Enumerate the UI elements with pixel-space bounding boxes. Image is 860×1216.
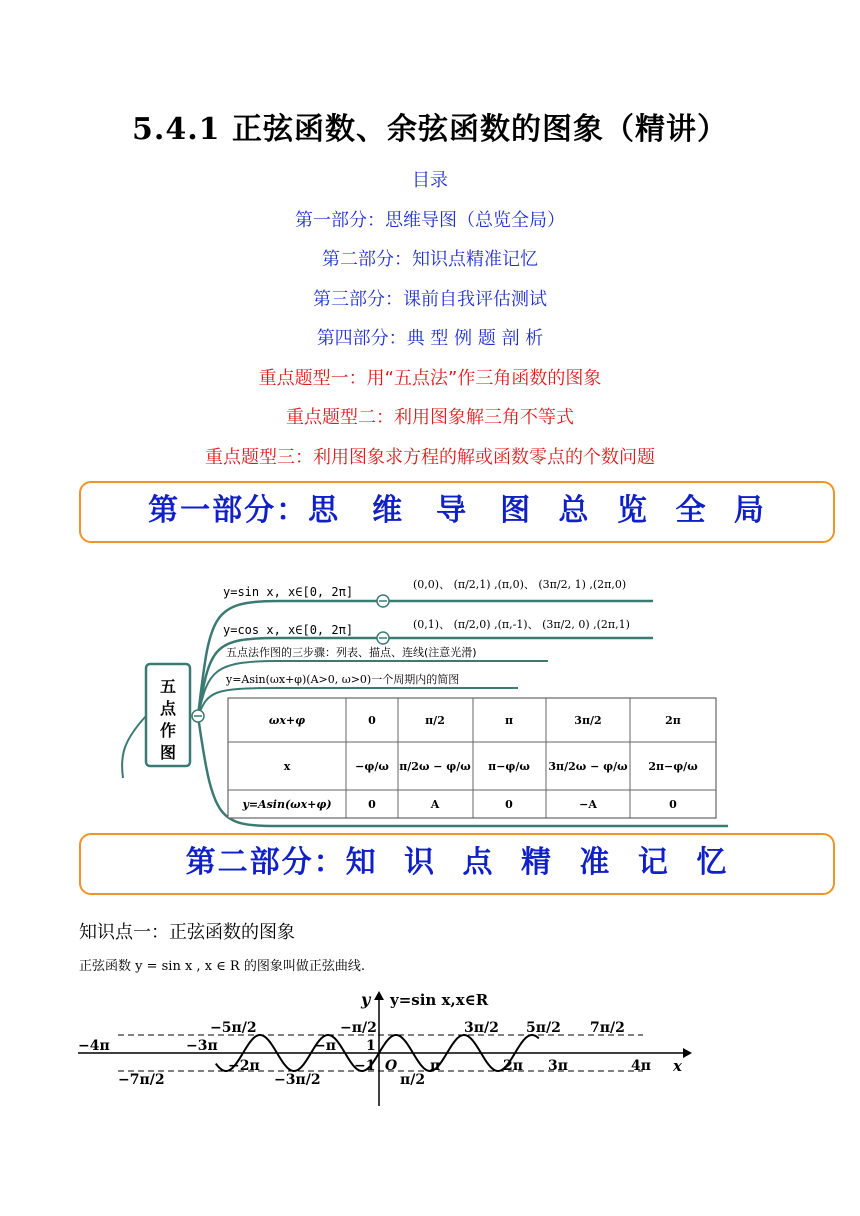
tick-label-below-1: −2π [228,1058,260,1074]
tick-label-below-7: 2π [503,1058,523,1074]
tick-label-above-6: 3π/2 [464,1020,499,1036]
tick-label-above-3: −π [314,1038,336,1054]
tick-label-below-8: 3π [548,1058,568,1074]
toc-key-type-3[interactable]: 重点题型三：利用图象求方程的解或函数零点的个数问题 [205,447,655,468]
toc-key-type-1[interactable]: 重点题型一：用“五点法”作三角函数的图象 [258,368,602,389]
toc-item-part3[interactable]: 第三部分：课前自我评估测试 [313,289,547,310]
branch-general-form: y=Asin(ωx+φ)(A>0, ω>0)一个周期内的简图 [226,673,460,686]
table-cell-r0-c4: 3π/2 [574,714,602,727]
tick-label-below-4: O [385,1058,398,1074]
tick-label-below-6: π [430,1058,441,1074]
tick-label-below-9: 4π [631,1058,651,1074]
toc-item-part4[interactable]: 第四部分：典 型 例 题 剖 析 [316,328,544,349]
knowledge-point-1-desc: 正弦函数 y = sin x , x ∈ R 的图象叫做正弦曲线. [79,959,365,974]
x-axis-arrow-icon [683,1048,692,1058]
sine-curve-graph [78,988,698,1110]
branch-cos-label: y=cos x, x∈[0, 2π] [223,623,354,637]
tick-label-above-8: 7π/2 [590,1020,625,1036]
toc-item-part2[interactable]: 第二部分：知识点精准记忆 [322,249,538,270]
section-banner-part2: 第二部分：知 识 点 精 准 记 忆 [79,833,835,895]
toc-heading: 目录 [412,170,448,191]
table-cell-r1-c4: 3π/2ω − φ/ω [548,760,628,773]
table-cell-r0-c0: ωx+φ [268,714,306,727]
tick-label-below-3: −1 [354,1058,376,1074]
tick-label-below-0: −7π/2 [118,1072,165,1088]
y-axis-arrow-icon [374,991,384,1000]
table-cell-r0-c5: 2π [665,714,681,727]
root-char-4: 图 [159,743,177,762]
table-cell-r0-c2: π/2 [425,714,445,727]
tick-label-below-5: π/2 [400,1072,426,1088]
document-title: 5.4.1 正弦函数、余弦函数的图象（精讲） [132,112,728,147]
root-char-1: 五 [159,677,177,696]
table-cell-r1-c5: 2π−φ/ω [648,760,698,773]
tick-label-above-7: 5π/2 [526,1020,561,1036]
toc-item-part1[interactable]: 第一部分：思维导图（总览全局） [295,210,565,231]
branch-sin-points: (0,0)、 (π/2,1) ,(π,0)、 (3π/2, 1) ,(2π,0) [413,578,627,591]
toc-key-type-2[interactable]: 重点题型二：利用图象解三角不等式 [286,407,574,428]
table-cell-r1-c1: −φ/ω [355,760,389,773]
table-cell-r0-c3: π [504,714,514,727]
tick-label-above-0: −4π [78,1038,110,1054]
table-cell-r1-c2: π/2ω − φ/ω [399,760,471,773]
mind-map [118,556,738,832]
tick-label-above-2: −5π/2 [210,1020,257,1036]
branch-sin-label: y=sin x, x∈[0, 2π] [223,585,354,599]
knowledge-point-1-title: 知识点一：正弦函数的图象 [79,922,295,943]
tick-label-above-1: −3π [186,1038,218,1054]
table-cell-r2-c4: −A [579,798,597,811]
tick-label-above-5: 1 [366,1038,376,1054]
section-banner-part1: 第一部分：思 维 导 图 总 览 全 局 [79,481,835,543]
table-cell-r2-c1: 0 [368,798,376,811]
table-cell-r2-c0: y=Asin(ωx+φ) [242,798,332,811]
graph-title: y=sin x,x∈R [390,991,489,1009]
branch-cos-points: (0,1)、 (π/2,0) ,(π,-1)、 (3π/2, 0) ,(2π,1) [413,618,630,631]
table-cell-r2-c3: 0 [505,798,513,811]
table-cell-r2-c5: 0 [669,798,677,811]
table-cell-r1-c0: x [283,760,291,773]
branch-steps: 五点法作图的三步骤：列表、描点、连线(注意光滑) [226,646,477,659]
tick-label-below-2: −3π/2 [274,1072,321,1088]
root-char-3: 作 [159,721,177,740]
tick-label-above-4: −π/2 [340,1020,377,1036]
table-cell-r1-c3: π−φ/ω [488,760,530,773]
y-axis-label: y [361,990,371,1009]
table-cell-r2-c2: A [430,798,440,811]
x-axis-label: x [673,1057,682,1075]
table-cell-r0-c1: 0 [368,714,376,727]
root-char-2: 点 [159,699,177,718]
